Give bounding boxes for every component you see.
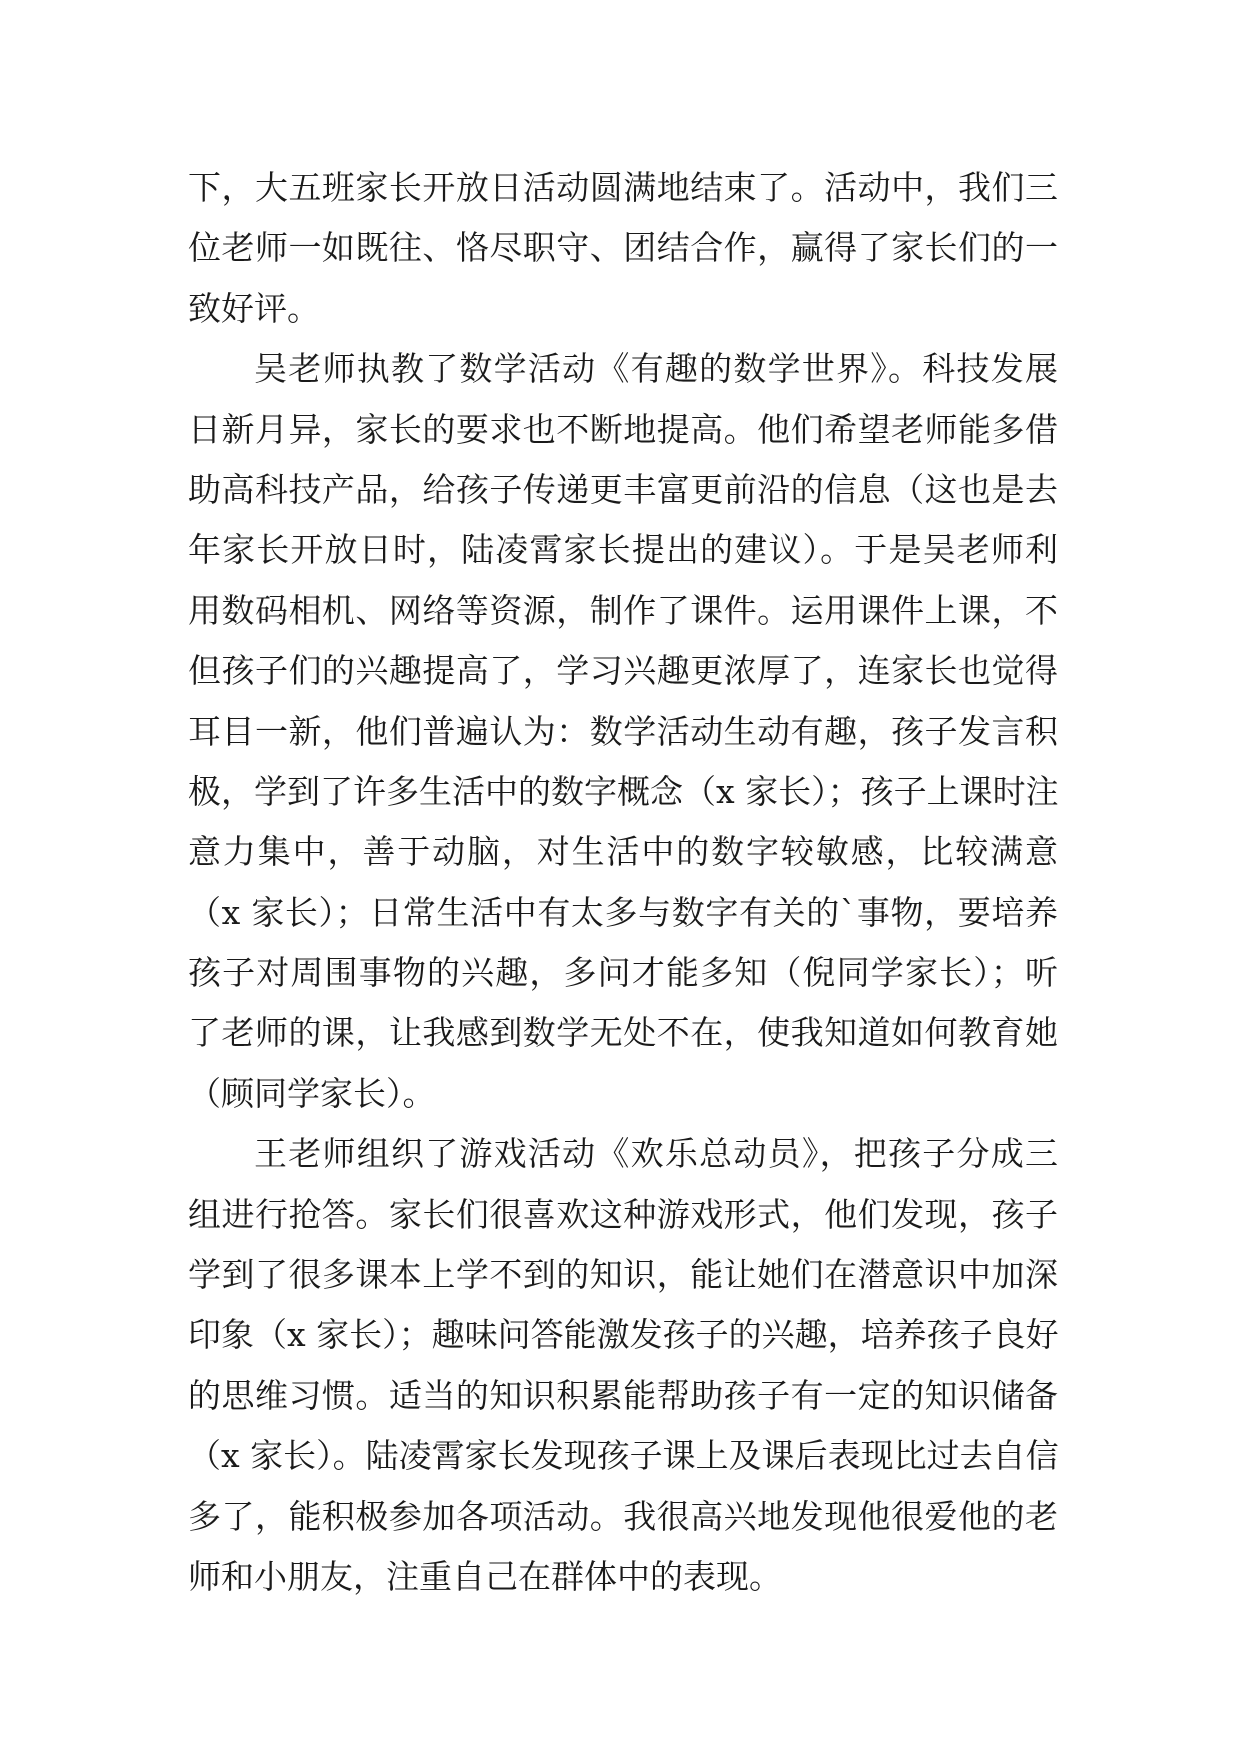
paragraph-line: 师和小朋友，注重自己在群体中的表现。 bbox=[188, 1556, 782, 1596]
paragraph-line: 组进行抢答。家长们很喜欢这种游戏形式，他们发现，孩子 bbox=[188, 1194, 1058, 1234]
paragraph-line: 的思维习惯。适当的知识积累能帮助孩子有一定的知识储备 bbox=[188, 1375, 1058, 1415]
paragraph-line: 助高科技产品，给孩子传递更丰富更前沿的信息（这也是去 bbox=[188, 469, 1058, 509]
paragraph-line: 下，大五班家长开放日活动圆满地结束了。活动中，我们三 bbox=[188, 168, 1058, 207]
paragraph-line: 用数码相机、网络等资源，制作了课件。运用课件上课，不 bbox=[188, 590, 1058, 630]
paragraph-line: 耳目一新，他们普遍认为：数学活动生动有趣，孩子发言积 bbox=[188, 711, 1058, 751]
paragraph-line: 王老师组织了游戏活动《欢乐总动员》，把孩子分成三 bbox=[254, 1134, 1058, 1174]
paragraph-line: （顾同学家长）。 bbox=[188, 1073, 436, 1113]
paragraph-line: 多了，能积极参加各项活动。我很高兴地发现他很爱他的老 bbox=[188, 1496, 1058, 1536]
paragraph-line: （x 家长）；日常生活中有太多与数字有关的`事物，要培养 bbox=[188, 892, 1058, 932]
paragraph-line: 日新月异，家长的要求也不断地提高。他们希望老师能多借 bbox=[188, 409, 1058, 449]
paragraph-line: 位老师一如既往、恪尽职守、团结合作，赢得了家长们的一 bbox=[188, 228, 1058, 268]
paragraph-line: 但孩子们的兴趣提高了，学习兴趣更浓厚了，连家长也觉得 bbox=[188, 651, 1058, 691]
paragraph-line: 孩子对周围事物的兴趣，多问才能多知（倪同学家长）；听 bbox=[188, 953, 1058, 993]
paragraph-2 bbox=[188, 339, 1058, 1124]
paragraph-line: 年家长开放日时，陆凌霄家长提出的建议）。于是吴老师利 bbox=[188, 530, 1058, 570]
paragraph-line: 学到了很多课本上学不到的知识，能让她们在潜意识中加深 bbox=[188, 1255, 1058, 1295]
paragraph-line: 印象（x 家长）；趣味问答能激发孩子的兴趣，培养孩子良好 bbox=[188, 1315, 1059, 1355]
paragraph-line: （x 家长）。陆凌霄家长发现孩子课上及课后表现比过去自信 bbox=[188, 1436, 1059, 1476]
paragraph-line: 了老师的课，让我感到数学无处不在，使我知道如何教育她 bbox=[188, 1013, 1058, 1053]
paragraph-line: 意力集中，善于动脑，对生活中的数字较敏感，比较满意 bbox=[188, 832, 1058, 872]
paragraph-3 bbox=[188, 1124, 1058, 1607]
paragraph-line: 吴老师执教了数学活动《有趣的数学世界》。科技发展 bbox=[254, 349, 1058, 389]
paragraph-1 bbox=[188, 158, 1058, 339]
paragraph-line: 致好评。 bbox=[188, 288, 320, 328]
paragraph-line: 极，学到了许多生活中的数字概念（x 家长）；孩子上课时注 bbox=[188, 771, 1059, 811]
document-body bbox=[188, 158, 1058, 1607]
